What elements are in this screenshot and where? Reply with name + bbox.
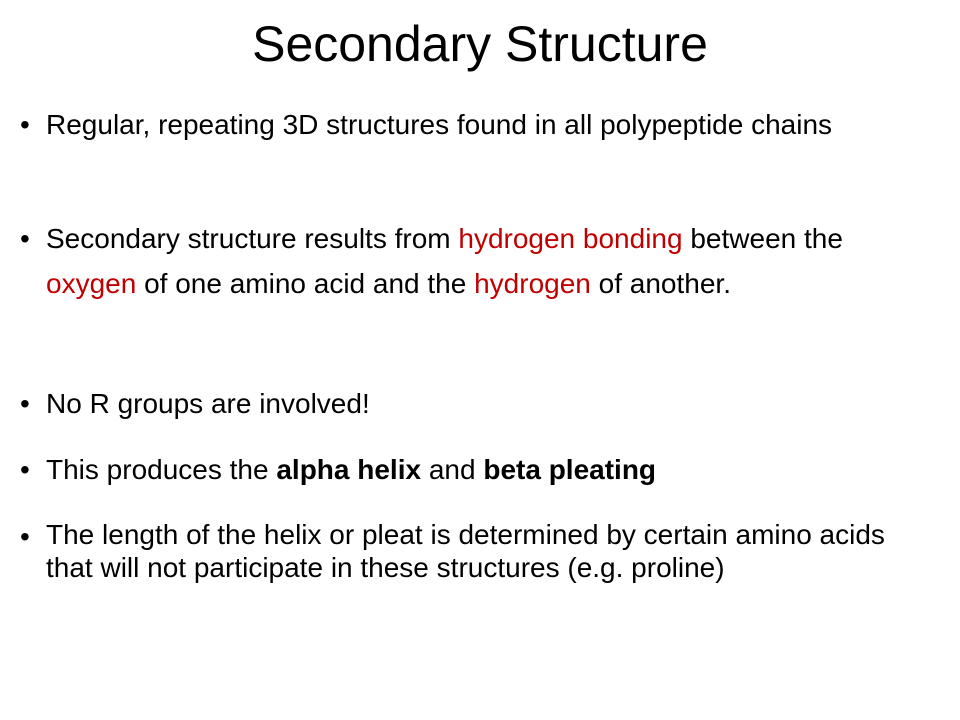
bullet-text	[46, 450, 936, 490]
bullet-icon: •	[20, 521, 30, 552]
bold-term: beta pleating	[483, 454, 657, 485]
bullet-icon: •	[20, 109, 30, 140]
bullet-text-segment: of another.	[590, 268, 731, 299]
bullet-text-segment: No R groups are involved!	[46, 388, 370, 419]
bullet-text	[46, 518, 936, 584]
bullet-text-segment: Secondary structure results from	[46, 223, 459, 254]
bullet-text-segment: This produces the	[46, 454, 277, 485]
highlight-term: hydrogen bonding	[458, 223, 683, 254]
bullet-text-segment: between the	[682, 223, 843, 254]
bold-term: alpha helix	[276, 454, 422, 485]
highlight-term: hydrogen	[474, 268, 591, 299]
slide-title: Secondary Structure	[252, 16, 708, 72]
bullet-text-segment: and	[421, 454, 484, 485]
bullet-text-segment: Regular, repeating 3D structures found in all polypeptide chains	[46, 109, 833, 140]
bullet-text	[46, 216, 936, 306]
bullet-text-segment: The length of the helix or pleat is determined by certain amino acids that will not participate in these structures (e.g. proline)	[46, 519, 885, 583]
bullet-text	[46, 101, 936, 148]
bullet-text	[46, 384, 936, 424]
bullet-icon: •	[20, 388, 30, 419]
bullet-text-segment: of one amino acid and the	[136, 268, 475, 299]
highlight-term: oxygen	[46, 268, 137, 299]
bullet-icon: •	[20, 223, 30, 254]
bullet-icon: •	[20, 454, 30, 485]
